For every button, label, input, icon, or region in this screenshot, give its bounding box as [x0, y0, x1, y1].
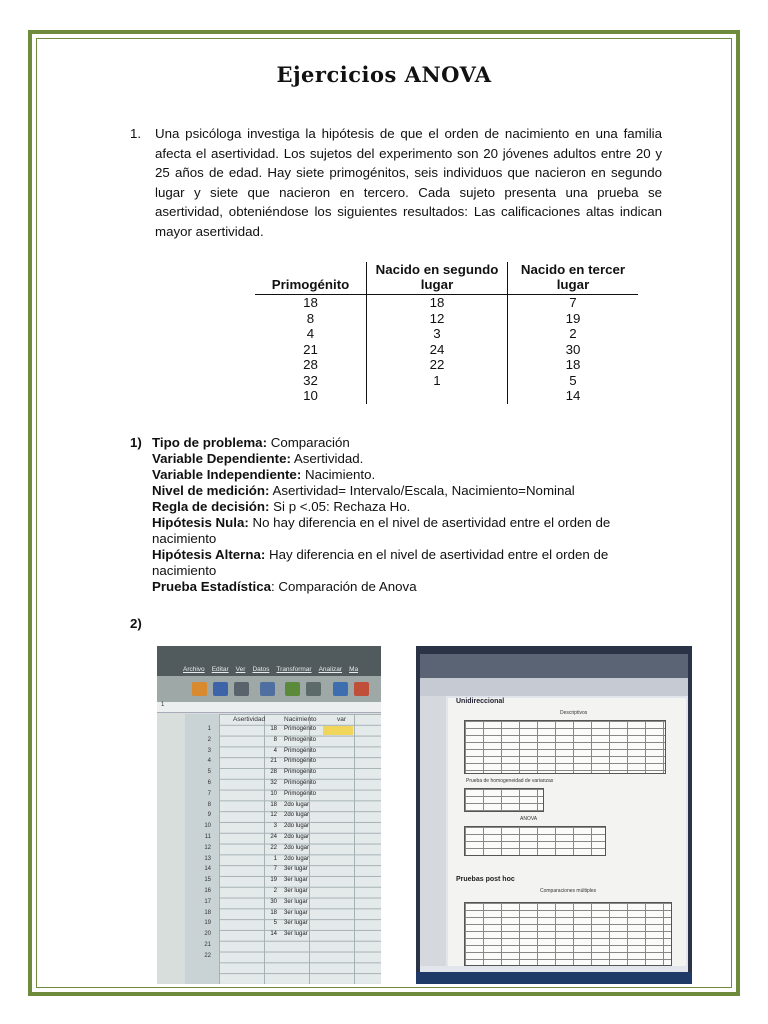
answer-line — [152, 499, 670, 515]
problem-statement — [130, 124, 662, 241]
row-number: 1 — [207, 726, 211, 732]
cell-nacimiento: 3er lugar — [284, 888, 308, 894]
table-cell: 14 — [508, 388, 639, 404]
cell-nacimiento: 2do lugar — [284, 823, 310, 830]
answer-value: : Comparación de Anova — [270, 579, 417, 594]
col-header-var: var — [337, 716, 347, 723]
col-header-segundo: Nacido en segundo lugar — [367, 262, 508, 295]
menu-item: Transformar — [276, 666, 312, 673]
menu-item: Ma — [349, 666, 359, 673]
cell-asertividad: 1 — [273, 855, 277, 862]
table-cell: 32 — [303, 372, 318, 388]
cell-asertividad: 12 — [270, 812, 277, 819]
cell-nacimiento: Primogénito — [284, 747, 317, 754]
comparaciones-table — [464, 902, 672, 966]
anova-table — [464, 826, 606, 856]
table-cell: 18 — [367, 295, 508, 311]
answer-label: Variable Independiente: — [152, 467, 302, 482]
col-header-asertividad: Asertividad — [233, 716, 266, 723]
table-cell: 2 — [508, 326, 639, 342]
cell-nacimiento: 2do lugar — [284, 812, 310, 819]
row-number: 22 — [204, 952, 211, 959]
table-cell: 19 — [508, 311, 639, 327]
cell-nacimiento: 2do lugar — [284, 844, 310, 851]
row-number: 20 — [204, 931, 211, 938]
cell-nacimiento: 3er lugar — [284, 898, 308, 905]
recall-dialog-icon — [260, 682, 275, 696]
problem-text: Una psicóloga investiga la hipótesis de que el orden de nacimiento en una familia afecta el asertividad. Los sujetos del experimento son 20 jóvenes adultos entre 20 y 25 años de edad. Hay siete primogénitos, seis individuos que nacieron en segundo lugar y siete que nacieron en tercero. Cada sujeto presenta una prueba se asertividad, obteniéndose los siguientes resultados: Las calificaciones altas indican mayor asertividad. — [155, 126, 662, 239]
table-cell: 12 — [367, 311, 508, 327]
cell-asertividad: 18 — [270, 909, 277, 916]
answer-label: Hipótesis Nula: — [152, 515, 249, 530]
window-titlebar — [420, 654, 688, 678]
cell-nacimiento: Primogénito — [284, 780, 317, 786]
photo-output-viewer — [416, 646, 692, 984]
col-header-nacimiento: Nacimiento — [284, 716, 317, 723]
taskbar — [416, 972, 692, 984]
table-cell: 10 — [303, 388, 318, 403]
cell-asertividad: 22 — [270, 844, 277, 851]
row-number: 18 — [204, 909, 211, 916]
answer-label: Regla de decisión: — [152, 499, 270, 514]
cell-asertividad: 18 — [270, 801, 277, 808]
redo-icon — [306, 682, 321, 696]
open-folder-icon — [192, 682, 207, 696]
answer-value: Asertividad. — [290, 451, 364, 466]
row-number: 11 — [204, 834, 211, 840]
row-number: 21 — [204, 942, 211, 948]
selected-cell — [323, 726, 353, 735]
table-cell: 7 — [508, 295, 639, 311]
cell-asertividad: 3 — [273, 823, 277, 830]
row-number: 13 — [204, 855, 211, 862]
row-number: 14 — [204, 866, 211, 873]
table-cell — [367, 388, 508, 404]
cell-nacimiento: 3er lugar — [284, 877, 308, 884]
answer-value: Hay diferencia en el nivel de asertividad entre el orden de nacimiento — [152, 547, 609, 578]
answer-label: Variable Dependiente: — [152, 451, 291, 466]
row-number: 3 — [207, 747, 211, 754]
table-cell: 5 — [508, 373, 639, 389]
row-number: 5 — [207, 769, 211, 776]
section-2-number: 2) — [130, 616, 142, 631]
table-cell: 4 — [306, 326, 315, 341]
answer-label: Tipo de problema: — [152, 435, 268, 450]
answer-line — [152, 435, 670, 451]
menu-item: Analizar — [318, 666, 343, 673]
screen — [420, 654, 688, 972]
cell-asertividad: 7 — [273, 866, 277, 873]
cell-nacimiento: 3er lugar — [284, 909, 308, 916]
cell-nacimiento: Primogénito — [284, 758, 317, 765]
row-number: 10 — [204, 823, 211, 830]
table-row — [255, 295, 638, 311]
table-row — [255, 326, 638, 342]
homogeneidad-table — [464, 788, 544, 812]
table-row — [255, 357, 638, 373]
cell-asertividad: 30 — [270, 898, 277, 905]
row-number: 16 — [204, 888, 211, 894]
cell-reference-bar — [157, 702, 381, 713]
goto-case-icon — [333, 682, 348, 696]
menu-item: Datos — [252, 666, 270, 673]
answer-value: Comparación — [267, 435, 350, 450]
menu-item: Editar — [211, 666, 229, 673]
table-row — [255, 342, 638, 358]
cell-nacimiento: 3er lugar — [284, 920, 308, 927]
table-cell: 3 — [367, 326, 508, 342]
photo-data-editor — [157, 646, 381, 984]
save-icon — [213, 682, 228, 696]
cell-nacimiento: 3er lugar — [284, 866, 308, 873]
row-number: 6 — [207, 780, 211, 786]
table-cell: 21 — [303, 341, 318, 357]
table-title-anova: ANOVA — [520, 816, 538, 822]
menu-items — [183, 666, 365, 673]
answer-value: Si p <.05: Rechaza Ho. — [269, 499, 411, 514]
cell-asertividad: 10 — [270, 790, 277, 797]
cell-asertividad: 32 — [270, 780, 277, 786]
answer-line — [152, 483, 670, 499]
problem-number: 1. — [130, 126, 142, 141]
table-cell: 18 — [508, 357, 639, 373]
cell-nacimiento: Primogénito — [284, 736, 317, 743]
cell-asertividad: 4 — [273, 747, 277, 754]
table-cell: 1 — [367, 373, 508, 389]
cell-asertividad: 18 — [270, 726, 277, 732]
answer-value: Asertividad= Intervalo/Escala, Nacimiento=Nominal — [269, 483, 575, 498]
answers-block — [130, 435, 670, 595]
cell-asertividad: 2 — [273, 888, 277, 894]
variables-icon — [354, 682, 369, 696]
row-number: 17 — [204, 898, 211, 905]
answer-line — [152, 579, 670, 595]
row-number: 2 — [207, 736, 211, 743]
data-table — [255, 262, 638, 404]
col-header-primogenito: Primogénito — [255, 262, 367, 295]
output-heading: Unidireccional — [456, 698, 505, 705]
answer-line — [152, 547, 670, 579]
table-title-descriptivos: Descriptivos — [560, 710, 588, 716]
post-hoc-heading: Pruebas post hoc — [456, 876, 515, 883]
toolbar — [420, 678, 688, 696]
output-outline-pane — [420, 696, 446, 966]
print-icon — [234, 682, 249, 696]
table-cell: 24 — [367, 342, 508, 358]
table-cell: 18 — [303, 295, 318, 310]
cell-asertividad: 19 — [270, 877, 277, 884]
table-row — [255, 373, 638, 389]
cell-nacimiento: 2do lugar — [284, 834, 310, 840]
cell-asertividad: 28 — [270, 769, 277, 776]
answers-number: 1) — [130, 435, 142, 450]
cell-asertividad: 14 — [270, 931, 277, 938]
col-header-tercer: Nacido en tercer lugar — [508, 262, 639, 295]
answer-label: Hipótesis Alterna: — [152, 547, 266, 562]
cell-asertividad: 8 — [273, 736, 277, 743]
table-title-comparaciones: Comparaciones múltiples — [540, 888, 597, 894]
answer-value: Nacimiento. — [301, 467, 376, 482]
undo-icon — [285, 682, 300, 696]
cell-nacimiento: 2do lugar — [284, 855, 310, 862]
table-cell: 8 — [306, 310, 315, 326]
menu-item: Archivo — [183, 666, 205, 673]
row-number: 4 — [207, 758, 211, 765]
answer-value: No hay diferencia en el nivel de asertividad entre el orden de nacimiento — [152, 515, 611, 546]
cell-asertividad: 5 — [273, 920, 277, 927]
cell-nacimiento: Primogénito — [284, 790, 317, 797]
cell-asertividad: 24 — [270, 834, 277, 840]
cell-nacimiento: Primogénito — [284, 726, 317, 732]
row-number: 15 — [204, 877, 211, 884]
cell-nacimiento: 2do lugar — [284, 801, 310, 808]
table-cell: 28 — [303, 357, 318, 372]
answer-label: Nivel de medición: — [152, 483, 270, 498]
answer-line — [152, 451, 670, 467]
row-number: 9 — [207, 812, 211, 819]
table-title-homogeneidad: Prueba de homogeneidad de varianzas — [466, 778, 554, 784]
row-number: 12 — [204, 844, 211, 851]
descriptivos-table — [464, 720, 666, 774]
answer-line — [152, 515, 670, 547]
row-number: 19 — [204, 920, 211, 927]
table-cell: 22 — [367, 357, 508, 373]
cell-nacimiento: Primogénito — [284, 769, 317, 776]
menu-item: Ver — [235, 666, 246, 673]
row-number: 8 — [207, 801, 211, 808]
table-row — [255, 311, 638, 327]
table-cell: 30 — [508, 342, 639, 358]
row-number: 7 — [207, 790, 211, 797]
answer-line — [152, 467, 670, 483]
answer-label: Prueba Estadística — [152, 579, 271, 594]
cell-nacimiento: 3er lugar — [284, 931, 308, 938]
table-row — [255, 388, 638, 404]
cell-asertividad: 21 — [270, 758, 277, 765]
page-title: Ejercicios ANOVA — [276, 62, 492, 87]
cell-ref: 1 — [161, 702, 165, 708]
